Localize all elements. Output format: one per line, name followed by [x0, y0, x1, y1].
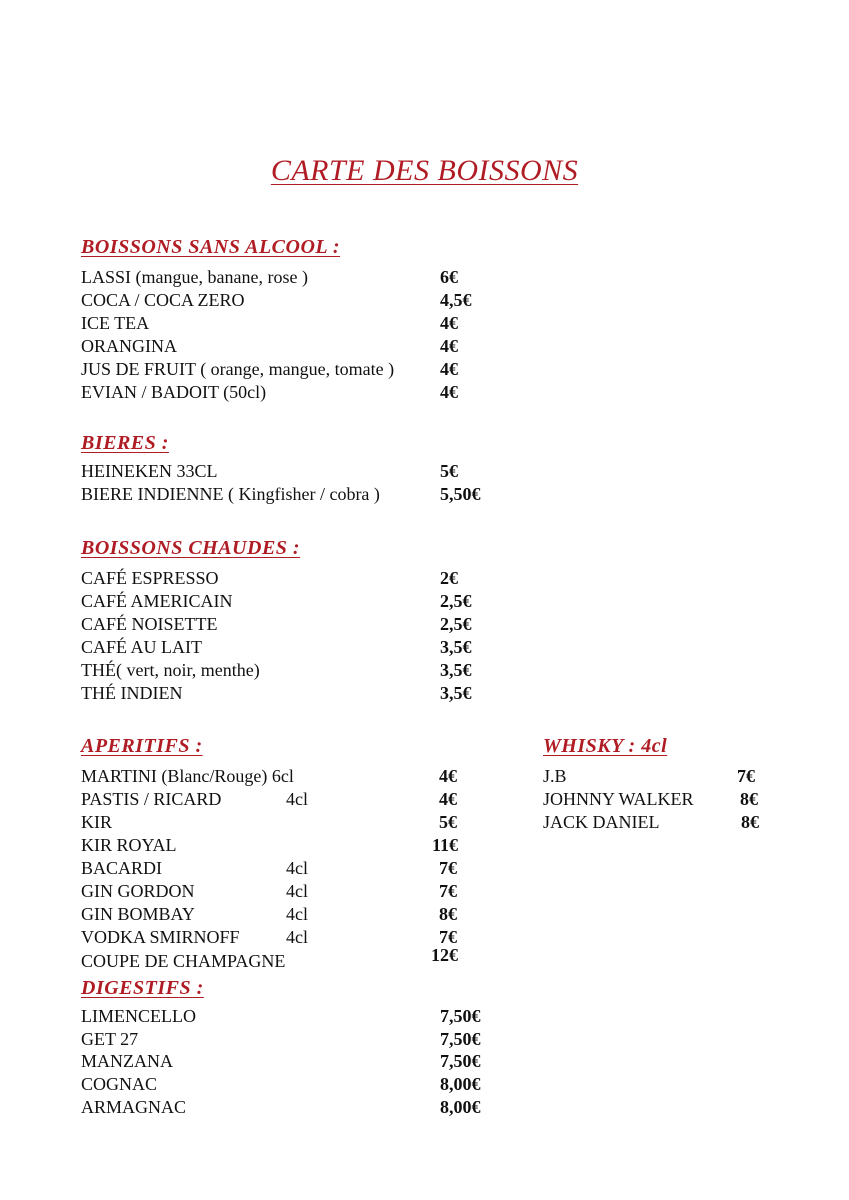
item-volume: 4cl: [286, 904, 308, 924]
item-volume: 4cl: [286, 881, 308, 901]
section-heading-digestifs: DIGESTIFS :: [81, 977, 204, 999]
section-heading-sans-alcool: BOISSONS SANS ALCOOL :: [81, 236, 341, 258]
item-price: 4€: [439, 766, 457, 786]
item-name: J.B: [543, 766, 567, 786]
item-name: PASTIS / RICARD: [81, 789, 222, 809]
item-price: 7,50€: [440, 1051, 481, 1071]
item-name: CAFÉ AU LAIT: [81, 637, 202, 657]
item-price: 8,00€: [440, 1097, 481, 1117]
item-price: 7,50€: [440, 1006, 481, 1026]
item-price: 5€: [440, 461, 458, 481]
item-name: BACARDI: [81, 858, 163, 878]
item-price: 4€: [440, 359, 458, 379]
item-name: JUS DE FRUIT ( orange, mangue, tomate ): [81, 359, 395, 379]
item-price: 4€: [440, 382, 458, 402]
item-name: KIR ROYAL: [81, 835, 177, 855]
item-name: ICE TEA: [81, 313, 150, 333]
item-price: 3,5€: [440, 683, 472, 703]
item-name: GET 27: [81, 1029, 139, 1049]
item-price: 8,00€: [440, 1074, 481, 1094]
item-price: 2,5€: [440, 614, 472, 634]
item-price: 7€: [439, 858, 457, 878]
item-name: COUPE DE CHAMPAGNE: [81, 951, 286, 971]
item-name: JACK DANIEL: [543, 812, 660, 832]
item-name: LIMENCELLO: [81, 1006, 196, 1026]
item-name: MANZANA: [81, 1051, 173, 1071]
section-heading-whisky-volume: 4cl: [635, 735, 668, 757]
section-heading-chaudes: BOISSONS CHAUDES :: [81, 537, 301, 559]
item-price: 7€: [439, 881, 457, 901]
item-price: 7,50€: [440, 1029, 481, 1049]
item-price: 4,5€: [440, 290, 472, 310]
item-name: GIN BOMBAY: [81, 904, 195, 924]
item-name: KIR: [81, 812, 112, 832]
item-price: 8€: [439, 904, 457, 924]
item-name: ORANGINA: [81, 336, 177, 356]
item-name: ARMAGNAC: [81, 1097, 187, 1117]
item-price: 5€: [439, 812, 457, 832]
item-name: EVIAN / BADOIT (50cl): [81, 382, 267, 402]
item-name: HEINEKEN 33CL: [81, 461, 218, 481]
item-name: CAFÉ ESPRESSO: [81, 568, 219, 588]
section-heading-aperitifs: APERITIFS :: [81, 735, 203, 757]
item-name: CAFÉ AMERICAIN: [81, 591, 233, 611]
item-price: 7€: [439, 927, 457, 947]
section-heading-whisky-label: WHISKY :: [543, 735, 636, 757]
item-price: 4€: [440, 336, 458, 356]
item-price: 4€: [439, 789, 457, 809]
item-name: VODKA SMIRNOFF: [81, 927, 240, 947]
item-price: 8€: [741, 812, 759, 832]
item-price: 5,50€: [440, 484, 481, 504]
item-price: 3,5€: [440, 660, 472, 680]
item-name: THÉ INDIEN: [81, 683, 183, 703]
section-heading-bieres: BIERES :: [81, 432, 169, 454]
section-heading-whisky: [543, 735, 667, 758]
item-price: 2€: [440, 568, 458, 588]
item-name: COGNAC: [81, 1074, 158, 1094]
item-name: BIERE INDIENNE ( Kingfisher / cobra ): [81, 484, 380, 504]
item-price: 7€: [737, 766, 755, 786]
item-name: MARTINI (Blanc/Rouge) 6cl: [81, 766, 294, 786]
item-name: GIN GORDON: [81, 881, 195, 901]
item-volume: 4cl: [286, 789, 308, 809]
item-name: COCA / COCA ZERO: [81, 290, 245, 310]
item-price: 3,5€: [440, 637, 472, 657]
item-price: 2,5€: [440, 591, 472, 611]
item-volume: 4cl: [286, 927, 308, 947]
item-name: JOHNNY WALKER: [543, 789, 694, 809]
item-price: 8€: [740, 789, 758, 809]
item-price: 6€: [440, 267, 458, 287]
item-volume: 4cl: [286, 858, 308, 878]
item-price: 11€: [432, 835, 459, 855]
item-price: 12€: [431, 945, 458, 965]
item-name: THÉ( vert, noir, menthe): [81, 660, 260, 680]
item-price: 4€: [440, 313, 458, 333]
item-name: LASSI (mangue, banane, rose ): [81, 267, 308, 287]
menu-title: CARTE DES BOISSONS: [270, 154, 579, 187]
item-name: CAFÉ NOISETTE: [81, 614, 218, 634]
